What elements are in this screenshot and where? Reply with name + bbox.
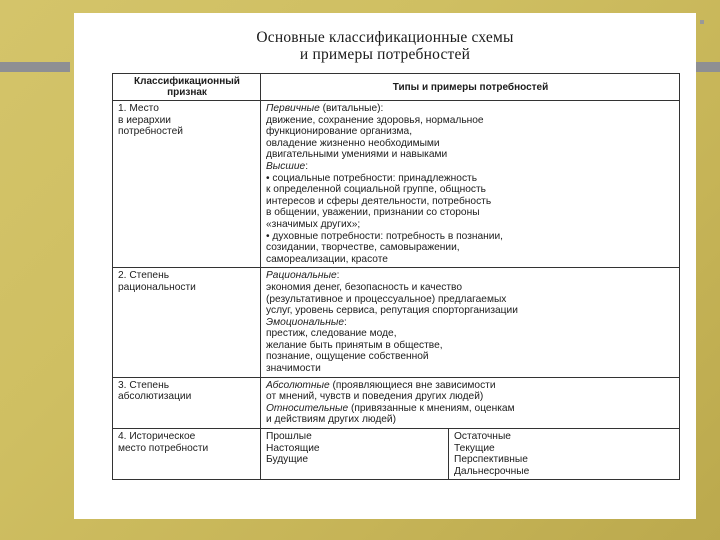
criterion-cell [113,268,261,377]
types-line: движение, сохранение здоровья, нормальное [266,114,484,126]
historical-subtable [261,429,679,479]
types-line: Остаточные [454,431,511,443]
criterion-line: 2. Степень [118,270,170,282]
corner-dot [700,20,704,24]
types-line: Первичные (витальные): [266,103,384,114]
types-cell [261,429,680,480]
title-line-1: Основные классификационные схемы [256,29,514,46]
types-line: интересов и сферы деятельности, потребность [266,195,492,207]
historical-right-cell [449,429,680,479]
classification-table [112,73,680,480]
types-line: от мнений, чувств и поведения других людей) [266,391,484,403]
types-line: Абсолютные (проявляющиеся вне зависимости [266,379,496,391]
types-line: услуг, уровень сервиса, репутация спорторганизации [266,305,518,317]
header-criterion-line: Классификационный [134,76,240,87]
types-line: к определенной социальной группе, общность [266,184,486,196]
types-line: экономия денег, безопасность и качество [266,281,462,293]
table-row [113,429,680,480]
types-line: овладение жизненно необходимыми [266,137,440,149]
historical-left-cell [261,429,449,479]
types-line: Перспективные [454,454,528,466]
criterion-line: рациональности [118,281,196,293]
criterion-line: место потребности [118,442,209,454]
types-line: Настоящие [266,442,320,454]
criterion-line: 4. Историческое [118,431,196,443]
types-line: Относительные (привязанные к мнениям, оценкам [266,402,515,414]
table-row [113,377,680,428]
types-line: Эмоциональные: [266,316,347,328]
types-cell [261,377,680,428]
page-title [74,29,696,63]
criterion-line: 1. Место [118,103,159,114]
criterion-line: абсолютизации [118,391,192,403]
types-line: Дальнесрочные [454,465,530,477]
slide-page [74,13,696,519]
types-line: самореализации, красоте [266,253,388,265]
header-criterion [113,74,261,101]
types-line: Будущие [266,454,308,466]
types-line: желание быть принятым в обществе, [266,339,443,351]
left-decor-bar [0,62,70,72]
types-line: Рациональные: [266,270,340,282]
criterion-cell [113,377,261,428]
types-cell [261,101,680,268]
table-row [113,268,680,377]
types-line: в общении, уважении, признании со стороны [266,207,480,219]
criterion-cell [113,101,261,268]
types-line: Высшие: [266,160,309,172]
header-criterion-line: признак [167,87,207,98]
types-line: значимости [266,363,321,375]
header-row [113,74,680,101]
types-line: «значимых других»; [266,218,361,230]
types-line: престиж, следование моде, [266,328,397,340]
criterion-cell [113,429,261,480]
types-line: (результативное и процессуальное) предлагаемых [266,293,507,305]
criterion-line: 3. Степень [118,379,170,391]
title-line-2: и примеры потребностей [299,46,471,63]
header-types: Типы и примеры потребностей [261,74,680,101]
types-line: • духовные потребности: потребность в познании, [266,230,503,242]
types-line: Прошлые [266,431,312,443]
types-line: • социальные потребности: принадлежность [266,172,478,184]
types-line: Текущие [454,442,495,454]
types-line: созидании, творчестве, самовыражении, [266,242,460,254]
types-cell [261,268,680,377]
types-line: познание, ощущение собственной [266,351,429,363]
types-line: и действиям других людей) [266,414,397,426]
criterion-line: потребностей [118,126,183,138]
criterion-line: в иерархии [118,114,171,126]
table-row [113,101,680,268]
types-line: функционирование организма, [266,126,413,138]
types-line: двигательными умениями и навыками [266,149,448,161]
